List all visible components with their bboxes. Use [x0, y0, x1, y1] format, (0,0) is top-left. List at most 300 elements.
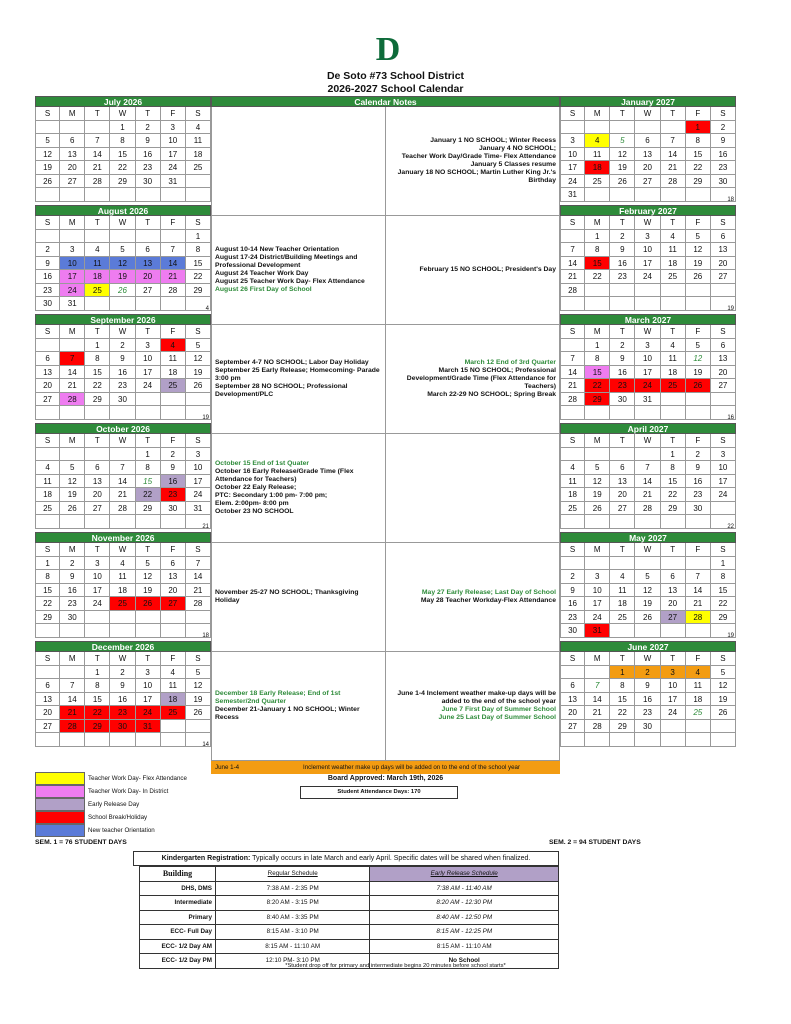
day-cell: 18 [560, 488, 585, 502]
month-header: January 2027 [560, 96, 736, 107]
day-cell: 25 [161, 706, 186, 720]
notes-cell-left [212, 107, 386, 215]
note-entry: September 28 NO SCHOOL; Professional Development/PLC [215, 383, 348, 398]
month-header: April 2027 [560, 423, 736, 434]
day-cell: 12 [585, 475, 610, 489]
weekday-label: S [711, 216, 736, 230]
empty-cell [560, 230, 585, 244]
month-march-2027 [560, 314, 736, 423]
weekday-label: M [60, 652, 85, 666]
empty-cell [161, 230, 186, 244]
schedule-header-cell: Regular Schedule [216, 867, 370, 882]
day-cell: 13 [35, 693, 60, 707]
day-cell: 5 [635, 570, 660, 584]
day-cell: 15 [610, 693, 635, 707]
day-cell: 29 [110, 175, 135, 189]
weekday-header-row [560, 216, 736, 230]
day-cell: 18 [686, 693, 711, 707]
day-cell: 3 [635, 230, 660, 244]
month-july-2026 [35, 96, 211, 205]
note-entry: August 24 Teacher Work Day [215, 270, 309, 277]
month-header: December 2026 [35, 641, 211, 652]
empty-cell [186, 720, 211, 734]
day-cell: 20 [711, 366, 736, 380]
day-cell: 22 [585, 379, 610, 393]
day-cell: 18 [186, 148, 211, 162]
month-september-2026 [35, 314, 211, 423]
day-cell: 1 [110, 121, 135, 135]
day-cell: 28 [585, 720, 610, 734]
day-cell: 11 [585, 148, 610, 162]
day-cell: 28 [60, 720, 85, 734]
weekday-label: F [686, 107, 711, 121]
empty-cell [60, 339, 85, 353]
day-cell: 7 [585, 679, 610, 693]
day-cell: 21 [85, 161, 110, 175]
schedule-cell: ECC- 1/2 Day PM [140, 954, 216, 969]
day-cell: 17 [85, 584, 110, 598]
legend-label: Teacher Work Day- Flex Attendance [88, 775, 187, 782]
day-cell: 29 [85, 393, 110, 407]
day-cell: 25 [560, 502, 585, 516]
day-cell: 7 [186, 557, 211, 571]
weekday-label: W [110, 107, 135, 121]
month-january-2027 [560, 96, 736, 205]
notes-row [211, 434, 560, 543]
note-entry: December 21-January 1 NO SCHOOL; Winter Recess [215, 706, 360, 721]
note-entry: PTC: Secondary 1:00 pm- 7:00 pm; [215, 492, 328, 499]
empty-cell [560, 515, 585, 529]
day-cell: 3 [635, 339, 660, 353]
instructional-days-count: 18 [202, 633, 209, 639]
weekday-label: T [610, 107, 635, 121]
empty-cell [85, 121, 110, 135]
empty-cell [711, 393, 736, 407]
day-cell: 29 [661, 502, 686, 516]
month-august-2026 [35, 205, 211, 314]
day-cell: 15 [711, 584, 736, 598]
day-cell: 3 [161, 121, 186, 135]
day-cell: 15 [585, 366, 610, 380]
note-entry: August 17-24 District/Building Meetings and Professional Development [215, 254, 358, 269]
day-cell: 14 [560, 366, 585, 380]
day-cell: 31 [560, 188, 585, 202]
day-cell: 28 [560, 393, 585, 407]
district-logo: D [375, 31, 401, 68]
weekday-header-row [560, 325, 736, 339]
empty-cell [85, 611, 110, 625]
empty-cell [610, 448, 635, 462]
day-cell: 9 [711, 134, 736, 148]
day-cell: 25 [610, 611, 635, 625]
empty-cell [60, 624, 85, 638]
empty-cell [161, 624, 186, 638]
day-cell: 19 [610, 161, 635, 175]
day-cell: 15 [85, 366, 110, 380]
month-may-2027 [560, 532, 736, 641]
day-cell: 30 [136, 175, 161, 189]
day-cell: 17 [635, 257, 660, 271]
month-december-2026 [35, 641, 211, 750]
day-cell: 12 [35, 148, 60, 162]
day-cell: 5 [136, 557, 161, 571]
note-entry: August 10-14 New Teacher Orientation [215, 246, 340, 253]
day-cell: 8 [85, 679, 110, 693]
weekday-label: S [711, 107, 736, 121]
empty-cell [610, 515, 635, 529]
legend-swatch [35, 798, 85, 811]
day-cell: 2 [560, 570, 585, 584]
instructional-days-count: 19 [202, 415, 209, 421]
day-cell: 11 [186, 134, 211, 148]
weekday-label: T [85, 216, 110, 230]
day-cell: 29 [711, 611, 736, 625]
day-cell: 29 [136, 502, 161, 516]
empty-cell [585, 448, 610, 462]
day-cell: 25 [35, 502, 60, 516]
calendar-notes-header: Calendar Notes [211, 96, 560, 107]
day-cell: 3 [661, 666, 686, 680]
day-cell: 24 [85, 597, 110, 611]
empty-cell [585, 121, 610, 135]
weekday-label: T [661, 652, 686, 666]
day-cell: 1 [186, 230, 211, 244]
day-cell: 23 [110, 706, 135, 720]
weekday-label: F [686, 434, 711, 448]
day-cell: 20 [35, 706, 60, 720]
weekday-label: M [585, 325, 610, 339]
legend-label: New teacher Orientation [88, 827, 155, 834]
schedule-cell: ECC- 1/2 Day AM [140, 939, 216, 954]
empty-cell [161, 515, 186, 529]
day-cell: 30 [635, 720, 660, 734]
day-cell: 28 [635, 502, 660, 516]
day-cell: 24 [635, 270, 660, 284]
schedule-header-cell: Building [140, 867, 216, 882]
empty-cell [560, 297, 585, 311]
day-cell: 10 [661, 679, 686, 693]
day-cell: 17 [585, 597, 610, 611]
day-cell: 14 [60, 693, 85, 707]
day-cell: 12 [186, 679, 211, 693]
schedule-cell: DHS, DMS [140, 881, 216, 896]
note-entry: October 16 Early Release/Grade Time (Flex Attendance for Teachers) [215, 468, 354, 483]
day-cell: 16 [686, 475, 711, 489]
empty-cell [635, 297, 660, 311]
day-cell: 13 [661, 584, 686, 598]
empty-cell [136, 733, 161, 747]
day-cell: 4 [35, 461, 60, 475]
day-cell: 19 [686, 366, 711, 380]
weekday-label: T [661, 543, 686, 557]
empty-cell [161, 720, 186, 734]
empty-cell [635, 188, 660, 202]
day-cell: 22 [85, 706, 110, 720]
schedule-header-cell: Early Release Schedule [370, 867, 559, 882]
day-cell: 24 [161, 161, 186, 175]
day-cell: 10 [635, 243, 660, 257]
day-cell: 8 [686, 134, 711, 148]
day-cell: 1 [85, 339, 110, 353]
day-cell: 29 [686, 175, 711, 189]
weekday-label: S [35, 543, 60, 557]
district-name: De Soto #73 School District [326, 70, 465, 82]
weekday-label: W [635, 652, 660, 666]
note-entry: March 12 End of 3rd Quarter [464, 359, 556, 366]
schedule-row [140, 881, 559, 896]
day-cell: 21 [60, 379, 85, 393]
weekday-label: T [85, 543, 110, 557]
day-cell: 20 [35, 379, 60, 393]
day-cell: 1 [610, 666, 635, 680]
day-cell: 2 [136, 121, 161, 135]
day-cell: 7 [686, 570, 711, 584]
legend-label: School Break/Holiday [88, 814, 148, 821]
day-cell: 6 [635, 134, 660, 148]
schedule-cell: 8:40 AM - 3:35 PM [216, 910, 370, 925]
day-cell: 22 [661, 488, 686, 502]
weekday-label: S [186, 325, 211, 339]
day-cell: 5 [686, 230, 711, 244]
day-cell: 22 [136, 488, 161, 502]
day-cell: 18 [661, 257, 686, 271]
legend-item [35, 785, 187, 798]
day-cell: 4 [186, 121, 211, 135]
empty-cell [686, 406, 711, 420]
day-cell: 20 [136, 270, 161, 284]
day-cell: 6 [560, 679, 585, 693]
empty-cell [85, 448, 110, 462]
day-cell: 10 [85, 570, 110, 584]
empty-cell [661, 188, 686, 202]
weekday-label: T [85, 325, 110, 339]
day-cell: 16 [635, 693, 660, 707]
note-entry: Elem. 2:00pm- 8:00 pm [215, 500, 289, 507]
note-entry: March 15 NO SCHOOL; Professional Development/Grade Time (Flex Attendance for Teachers) [406, 367, 556, 390]
empty-cell [35, 624, 60, 638]
day-cell: 27 [560, 720, 585, 734]
day-grid [560, 121, 736, 202]
day-cell: 31 [161, 175, 186, 189]
day-cell: 8 [110, 134, 135, 148]
legend-swatch [35, 824, 85, 837]
day-cell: 20 [161, 584, 186, 598]
weekday-label: S [35, 216, 60, 230]
day-cell: 13 [35, 366, 60, 380]
day-cell: 19 [35, 161, 60, 175]
note-entry: May 27 Early Release; Last Day of School [421, 589, 556, 596]
day-cell: 30 [161, 502, 186, 516]
empty-cell [585, 666, 610, 680]
day-cell: 23 [635, 706, 660, 720]
day-cell: 4 [161, 666, 186, 680]
empty-cell [585, 297, 610, 311]
day-cell: 6 [35, 679, 60, 693]
day-cell: 7 [635, 461, 660, 475]
empty-cell [85, 624, 110, 638]
day-cell: 5 [35, 134, 60, 148]
empty-cell [686, 297, 711, 311]
empty-cell [560, 406, 585, 420]
month-header: June 2027 [560, 641, 736, 652]
day-cell: 14 [560, 257, 585, 271]
day-cell: 15 [110, 148, 135, 162]
day-cell: 26 [110, 284, 135, 298]
day-cell: 4 [161, 339, 186, 353]
weekday-label: W [110, 652, 135, 666]
day-cell: 6 [35, 352, 60, 366]
day-cell: 16 [560, 597, 585, 611]
day-grid [560, 230, 736, 311]
day-cell: 8 [585, 243, 610, 257]
empty-cell [585, 515, 610, 529]
day-cell: 1 [85, 666, 110, 680]
day-cell: 25 [661, 379, 686, 393]
notes-cell-left [212, 216, 386, 324]
day-cell: 24 [661, 706, 686, 720]
note-entry: January 5 Classes resume [470, 161, 556, 168]
day-cell: 11 [560, 475, 585, 489]
schedule-cell: Intermediate [140, 896, 216, 911]
day-cell: 16 [110, 366, 135, 380]
day-cell: 14 [686, 584, 711, 598]
day-cell: 7 [85, 134, 110, 148]
day-cell: 17 [661, 693, 686, 707]
day-cell: 13 [635, 148, 660, 162]
day-cell: 6 [711, 339, 736, 353]
weekday-label: F [686, 325, 711, 339]
day-cell: 15 [661, 475, 686, 489]
empty-cell [85, 297, 110, 311]
empty-cell [161, 733, 186, 747]
day-cell: 20 [661, 597, 686, 611]
empty-cell [560, 121, 585, 135]
weekday-header-row [35, 543, 211, 557]
day-cell: 22 [110, 161, 135, 175]
day-cell: 26 [585, 502, 610, 516]
month-header: October 2026 [35, 423, 211, 434]
attendance-days-box: Student Attendance Days: 170 [300, 786, 458, 799]
empty-cell [35, 406, 60, 420]
legend-label: Teacher Work Day- In District [88, 788, 169, 795]
notes-cell-right [386, 107, 560, 215]
day-cell: 3 [60, 243, 85, 257]
empty-cell [136, 515, 161, 529]
day-cell: 27 [711, 379, 736, 393]
day-cell: 21 [161, 270, 186, 284]
empty-cell [610, 557, 635, 571]
day-cell: 10 [635, 352, 660, 366]
inclement-weather-banner [211, 761, 560, 774]
day-cell: 6 [85, 461, 110, 475]
legend-item [35, 811, 187, 824]
empty-cell [85, 733, 110, 747]
empty-cell [85, 406, 110, 420]
day-cell: 7 [60, 352, 85, 366]
empty-cell [110, 611, 135, 625]
day-cell: 18 [85, 270, 110, 284]
legend-swatch [35, 785, 85, 798]
weekday-label: W [110, 434, 135, 448]
fall-months-column [35, 96, 211, 750]
note-entry: September 4-7 NO SCHOOL; Labor Day Holiday [215, 359, 369, 366]
day-grid [560, 557, 736, 638]
weekday-label: T [85, 107, 110, 121]
empty-cell [35, 121, 60, 135]
day-cell: 7 [560, 352, 585, 366]
day-cell: 15 [85, 693, 110, 707]
day-cell: 3 [585, 570, 610, 584]
day-cell: 22 [686, 161, 711, 175]
day-cell: 17 [136, 693, 161, 707]
day-cell: 23 [35, 284, 60, 298]
day-cell: 3 [85, 557, 110, 571]
day-cell: 24 [136, 706, 161, 720]
weekday-header-row [560, 107, 736, 121]
day-cell: 26 [711, 706, 736, 720]
weekday-header-row [560, 652, 736, 666]
day-cell: 21 [585, 706, 610, 720]
empty-cell [60, 230, 85, 244]
day-cell: 21 [110, 488, 135, 502]
notes-row [211, 216, 560, 325]
day-cell: 2 [161, 448, 186, 462]
day-cell: 8 [35, 570, 60, 584]
day-grid [35, 666, 211, 747]
day-cell: 9 [635, 679, 660, 693]
day-cell: 29 [35, 611, 60, 625]
empty-cell [635, 557, 660, 571]
empty-cell [585, 557, 610, 571]
empty-cell [60, 733, 85, 747]
day-cell: 13 [711, 243, 736, 257]
day-cell: 6 [711, 230, 736, 244]
day-cell: 7 [661, 134, 686, 148]
weekday-label: S [35, 325, 60, 339]
note-entry: August 26 First Day of School [215, 286, 312, 293]
day-cell: 8 [661, 461, 686, 475]
day-cell: 14 [186, 570, 211, 584]
day-cell: 18 [610, 597, 635, 611]
day-cell: 8 [585, 352, 610, 366]
schedule-cell: 8:15 AM - 3:10 PM [216, 925, 370, 940]
weekday-label: W [635, 434, 660, 448]
empty-cell [686, 720, 711, 734]
weekday-label: F [686, 543, 711, 557]
day-cell: 11 [686, 679, 711, 693]
empty-cell [110, 297, 135, 311]
weekday-label: T [661, 434, 686, 448]
day-cell: 9 [110, 679, 135, 693]
day-cell: 15 [686, 148, 711, 162]
day-cell: 11 [161, 352, 186, 366]
day-cell: 30 [686, 502, 711, 516]
empty-cell [711, 502, 736, 516]
schedule-cell: 7:38 AM - 11:40 AM [370, 881, 559, 896]
notes-row [211, 652, 560, 761]
empty-cell [136, 230, 161, 244]
empty-cell [610, 284, 635, 298]
day-cell: 22 [585, 270, 610, 284]
day-cell: 10 [186, 461, 211, 475]
day-cell: 18 [110, 584, 135, 598]
weekday-label: M [60, 107, 85, 121]
weekday-label: F [161, 652, 186, 666]
weekday-header-row [35, 107, 211, 121]
day-cell: 29 [585, 393, 610, 407]
day-cell: 26 [186, 379, 211, 393]
empty-cell [35, 448, 60, 462]
